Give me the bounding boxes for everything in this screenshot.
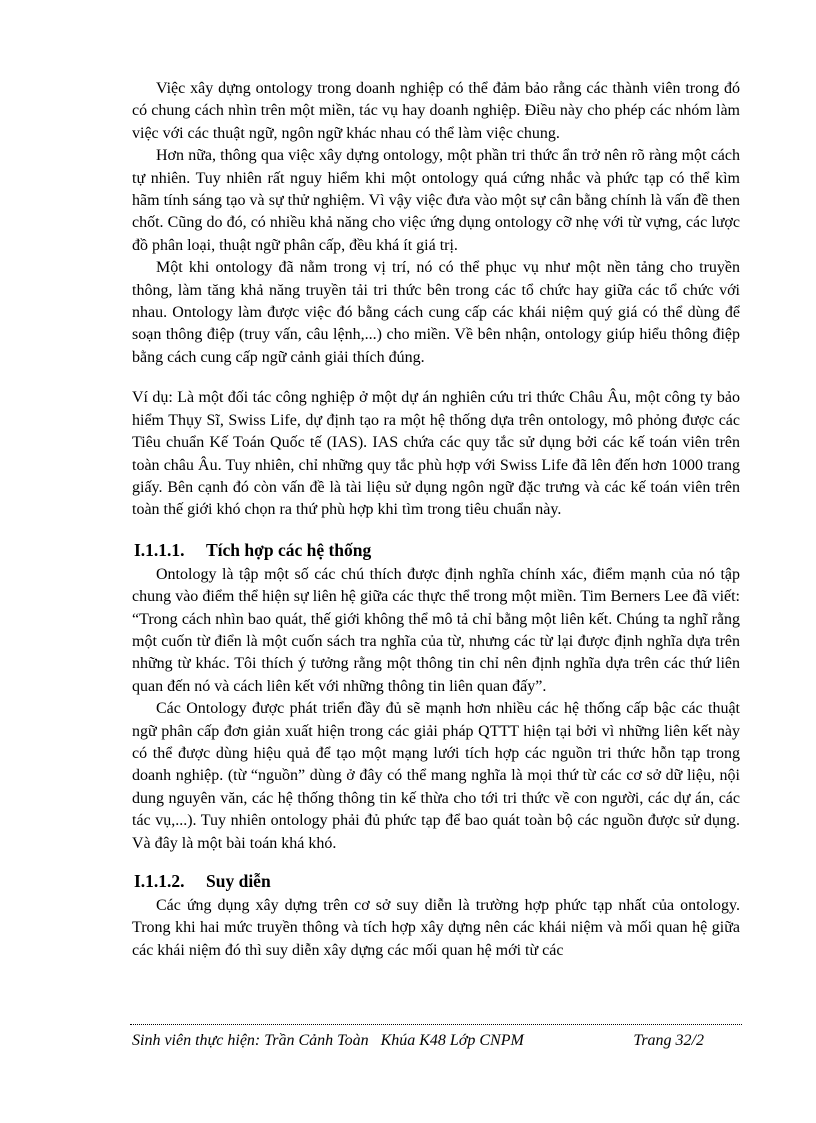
page-footer [132,1030,740,1052]
section-title: Tích hợp các hệ thống [206,539,372,560]
intro-paragraph-1: Việc xây dựng ontology trong doanh nghiệp có thể đảm bảo rằng các thành viên trong đó có chung cách nhìn trên một miền, tác vụ hay doanh nghiệp. Điều này cho phép các nhóm làm việc với các thuật ngữ, ngôn ngữ khác nhau có thể làm việc chung. [132,80,740,142]
integration-paragraph-1: Ontology là tập một số các chú thích được định nghĩa chính xác, điểm mạnh của nó tập chung vào điểm thể hiện sự liên hệ giữa các thực thể trong một miền. Tim Berners Lee đã viết: “Trong cách nhìn bao quát, thế giới không thể mô tả chỉ bằng một liên kết. Chúng ta nghĩ rằng một cuốn từ điển là một cuốn sách tra nghĩa của từ, nhưng các từ lại được định nghĩa dựa trên những từ khác. Tôi thích ý tưởng rằng một thông tin chỉ nên định nghĩa dựa trên các thứ liên quan đến nó và cách liên kết với những thông tin liên quan đấy”. [132,565,740,695]
footer-divider [130,1024,742,1025]
section-number: I.1.1.1. [134,539,185,560]
section-heading-inference [132,869,740,893]
example-paragraph: Ví dụ: Là một đối tác công nghiệp ở một dự án nghiên cứu tri thức Châu Âu, một công ty bảo hiểm Thụy Sĩ, Swiss Life, dự định tạo ra một hệ thống dựa trên ontology, mô phỏng được các Tiêu chuẩn Kế Toán Quốc tế (IAS). IAS chứa các quy tắc sử dụng bởi các kế toán viên trên toàn châu Âu. Tuy nhiên, chỉ những quy tắc phù hợp với Swiss Life đã lên đến hơn 1000 trang giấy. Bên cạnh đó còn vấn đề là tài liệu sử dụng ngôn ngữ đặc trưng và các kế toán viên trên toàn thế giới khó chọn ra thứ phù hợp khi tìm trong tiêu chuẩn này. [132,389,740,519]
section-number: I.1.1.2. [134,871,185,891]
page-number: Trang 32/2 [633,1032,704,1049]
footer-author: Sinh viên thực hiện: Trần Cảnh Toàn Khúa K48 Lớp CNPM [132,1032,524,1049]
intro-paragraph-2: Hơn nữa, thông qua việc xây dựng ontology, một phần tri thức ẩn trở nên rõ ràng một cách tự nhiên. Tuy nhiên rất nguy hiểm khi một ontology quá cứng nhắc và phức tạp có thể kìm hãm tính sáng tạo và sự thử nghiệm. Vì vậy việc đưa vào một sự cân bằng chính là vấn đề then chốt. Cũng do đó, có nhiều khả năng cho việc ứng dụng ontology cỡ nhẹ với từ vựng, các lược đồ phân loại, thuật ngữ phân cấp, đều khá ít giá trị. [132,147,740,254]
integration-paragraph-2: Các Ontology được phát triển đầy đủ sẽ mạnh hơn nhiều các hệ thống cấp bậc các thuật ngữ phân cấp đơn giản xuất hiện trong các giải pháp QTTT hiện tại bởi vì những liên kết này có thể được dùng hiệu quả để tạo một mạng lưới tích hợp các nguồn tri thức hỗn tạp trong doanh nghiệp. (từ “nguồn” dùng ở đây có thể mang nghĩa là mọi thứ từ các cơ sở dữ liệu, nội dung nguyên văn, các hệ thống thông tin kế thừa cho tới tri thức về con người, các dự án, các tác vụ,...). Tuy nhiên ontology phải đủ phức tạp để bao quát toàn bộ các nguồn được sử dụng. Và đây là một bài toán khá khó. [132,700,740,852]
section-title: Suy diễn [206,871,271,891]
document-page [132,78,740,962]
inference-paragraph-1: Các ứng dụng xây dựng trên cơ sở suy diễn là trường hợp phức tạp nhất của ontology. Trong khi hai mức truyền thông và tích hợp xây dựng nên các khái niệm và mối quan hệ giữa các khái niệm đó thì suy diễn xây dựng các mối quan hệ mới từ các [132,897,740,959]
intro-paragraph-3: Một khi ontology đã nằm trong vị trí, nó có thể phục vụ như một nền tảng cho truyền thông, làm tăng khả năng truyền tải tri thức bên trong các tổ chức hay giữa các tổ chức với nhau. Ontology làm được việc đó bằng cách cung cấp các khái niệm quý giá có thể dùng để soạn thông điệp (truy vấn, câu lệnh,...) cho miền. Về bên nhận, ontology giúp hiểu thông điệp bằng cách cung cấp ngữ cảnh giải thích đúng. [132,259,740,366]
section-heading-integration [132,538,740,562]
